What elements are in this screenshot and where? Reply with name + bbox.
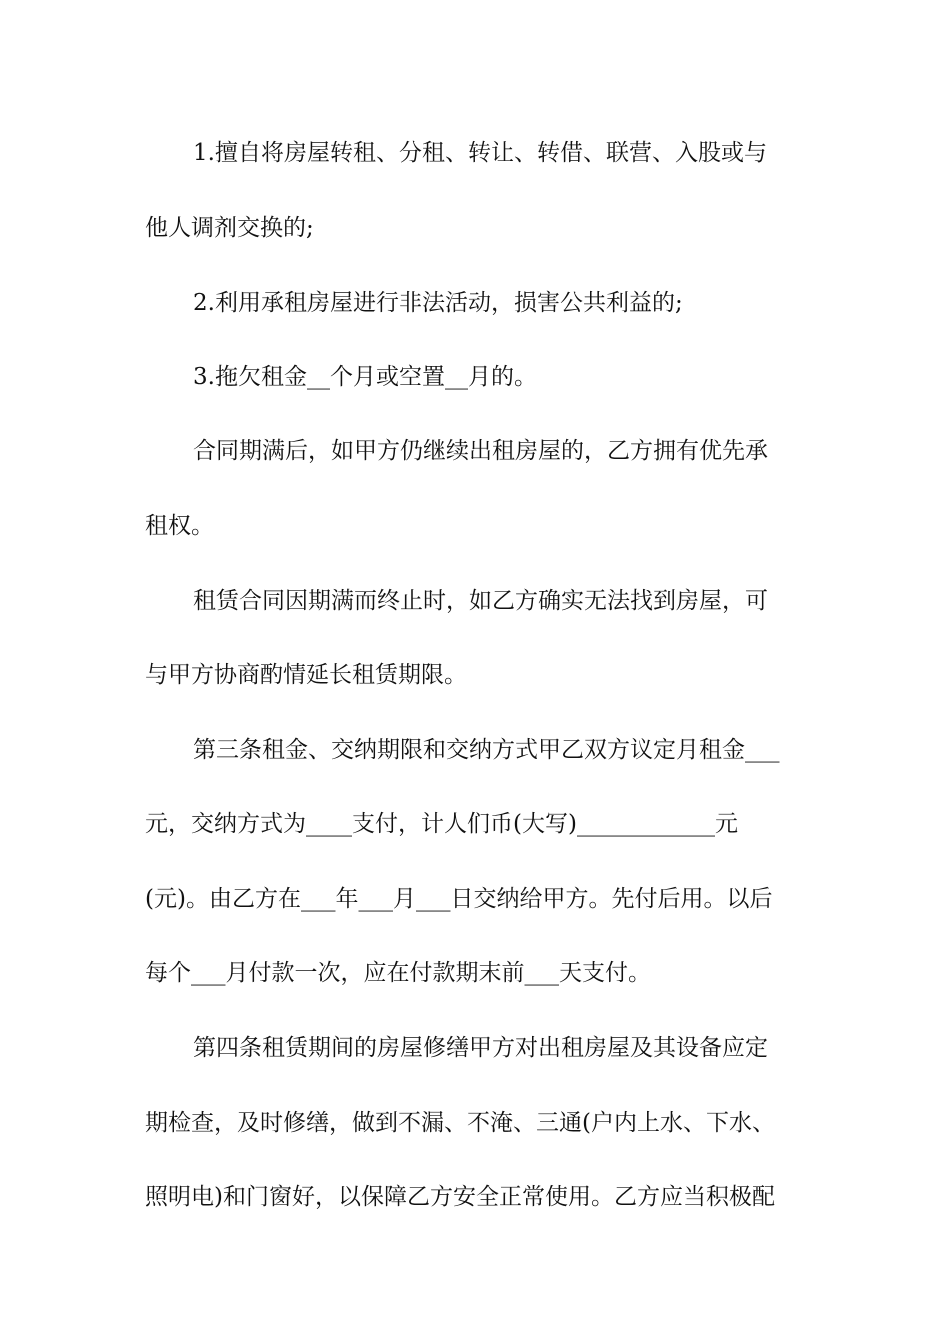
paragraph-line: 期检查，及时修缮，做到不漏、不淹、三通(户内上水、下水、 xyxy=(145,1110,775,1136)
paragraph-line: 他人调剂交换的; xyxy=(145,215,314,241)
paragraph-line: 合同期满后，如甲方仍继续出租房屋的，乙方拥有优先承 xyxy=(193,438,768,464)
paragraph-line: 租权。 xyxy=(145,513,214,539)
paragraph-line: 第三条租金、交纳期限和交纳方式甲乙双方议定月租金___ xyxy=(193,737,780,763)
paragraph-line: 第四条租赁期间的房屋修缮甲方对出租房屋及其设备应定 xyxy=(193,1035,768,1061)
paragraph-line: 与甲方协商酌情延长租赁期限。 xyxy=(145,662,467,688)
paragraph-line: 3.拖欠租金__个月或空置__月的。 xyxy=(193,364,537,390)
paragraph-line: 2.利用承租房屋进行非法活动，损害公共利益的; xyxy=(193,290,683,316)
paragraph-line: (元)。由乙方在___年___月___日交纳给甲方。先付后用。以后 xyxy=(145,886,773,912)
paragraph-line: 1.擅自将房屋转租、分租、转让、转借、联营、入股或与 xyxy=(193,140,767,166)
paragraph-line: 照明电)和门窗好，以保障乙方安全正常使用。乙方应当积极配 xyxy=(145,1184,775,1210)
paragraph-line: 租赁合同因期满而终止时，如乙方确实无法找到房屋，可 xyxy=(193,588,768,614)
paragraph-line: 元，交纳方式为____支付，计人们币(大写)____________元 xyxy=(145,811,738,837)
paragraph-line: 每个___月付款一次，应在付款期末前___天支付。 xyxy=(145,960,651,986)
